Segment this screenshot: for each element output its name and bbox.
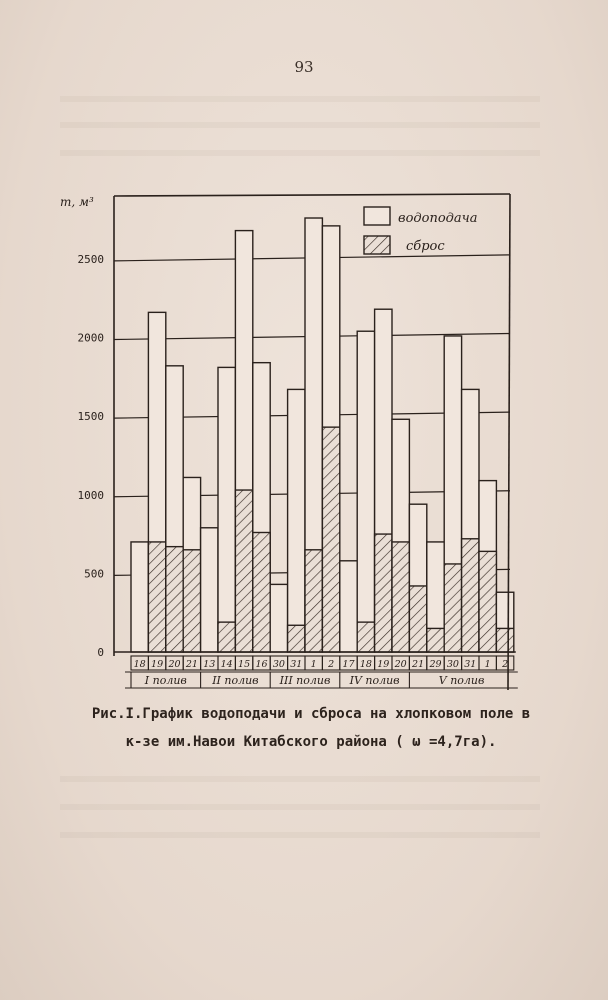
discharge-bar: [148, 542, 165, 652]
y-tick-label: 1000: [77, 488, 104, 502]
y-tick-label: 0: [97, 646, 104, 659]
y-tick-label: 2000: [77, 331, 104, 345]
y-tick-label: 2500: [77, 252, 104, 266]
legend-supply-label: водоподача: [398, 211, 478, 226]
discharge-bar: [322, 427, 339, 652]
y-tick-label: 500: [84, 567, 104, 581]
discharge-bar: [218, 622, 235, 652]
day-label: 1: [310, 659, 317, 670]
page-number: 93: [294, 58, 314, 76]
discharge-bar: [166, 547, 183, 652]
day-label: 1: [484, 659, 491, 670]
legend-discharge-label: сброс: [406, 239, 445, 254]
discharge-bar: [375, 534, 392, 652]
discharge-bar: [357, 622, 374, 652]
day-label: 18: [359, 659, 372, 670]
group-label: V полив: [438, 674, 485, 687]
discharge-bar: [305, 550, 322, 652]
day-label: 16: [255, 659, 268, 670]
supply-bar: [357, 331, 374, 652]
group-label: III полив: [279, 674, 331, 687]
discharge-bar: [479, 551, 496, 652]
frame-top: [114, 194, 510, 196]
day-label: 2: [502, 659, 509, 670]
day-label: 17: [342, 659, 355, 670]
y-tick-label: 1500: [77, 410, 104, 424]
supply-bar: [218, 367, 235, 652]
day-label: 15: [238, 659, 251, 670]
caption-line-2: к-зе им.Навои Китабского района ( ω =4,7га).: [125, 734, 497, 750]
day-label: 30: [272, 659, 285, 670]
supply-bar: [131, 542, 148, 652]
discharge-bar: [253, 532, 270, 652]
day-label: 20: [394, 659, 407, 670]
day-label: 20: [168, 659, 181, 670]
group-label: I полив: [144, 674, 187, 687]
discharge-bar: [392, 542, 409, 652]
day-label: 19: [377, 659, 390, 670]
group-label: II полив: [212, 674, 259, 687]
discharge-bar: [427, 628, 444, 652]
y-axis-label: m, м³: [60, 195, 94, 209]
day-label: 21: [185, 659, 198, 670]
discharge-bar: [409, 586, 426, 652]
supply-bar: [288, 389, 305, 652]
day-label: 30: [446, 659, 459, 670]
discharge-bar: [462, 539, 479, 652]
day-label: 13: [203, 659, 216, 670]
legend-discharge-swatch: [364, 236, 390, 254]
supply-bar: [270, 584, 287, 652]
discharge-bar: [235, 490, 252, 652]
day-label: 29: [429, 659, 442, 670]
supply-bar: [340, 561, 357, 652]
day-label: 18: [133, 659, 146, 670]
day-label: 2: [328, 659, 335, 670]
day-label: 19: [151, 659, 164, 670]
day-label: 31: [464, 659, 477, 670]
legend-supply-swatch: [364, 207, 390, 225]
discharge-bar: [444, 564, 461, 652]
supply-bar: [201, 528, 218, 652]
day-label: 31: [290, 659, 303, 670]
figure-caption: [86, 700, 536, 756]
day-label: 21: [412, 659, 425, 670]
discharge-bar: [288, 625, 305, 652]
caption-line-1: Рис.I.График водоподачи и сброса на хлопковом поле в: [91, 706, 531, 722]
day-label: 14: [220, 659, 233, 670]
discharge-bar: [496, 628, 513, 652]
discharge-bar: [183, 550, 200, 652]
group-label: IV полив: [349, 674, 400, 687]
